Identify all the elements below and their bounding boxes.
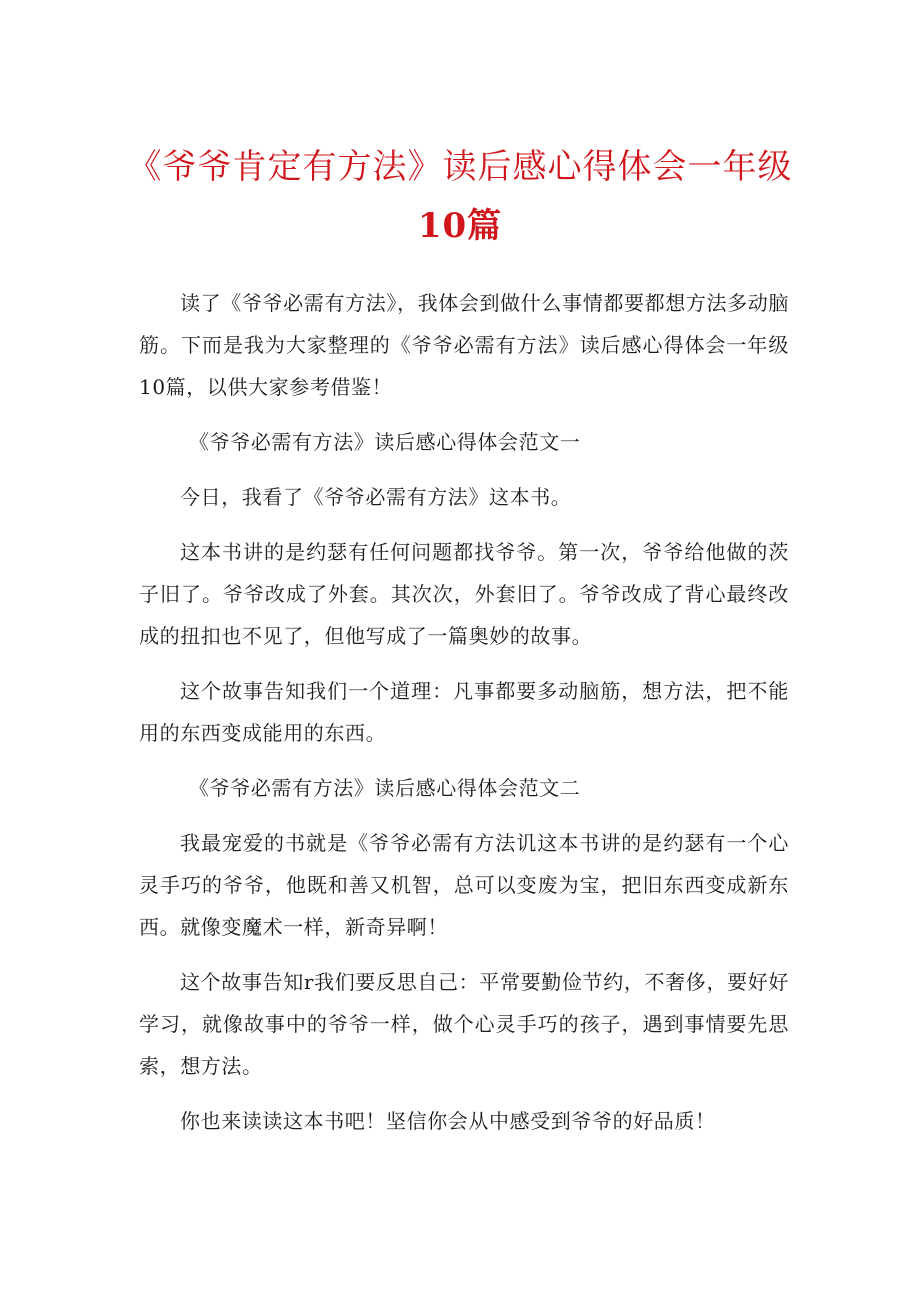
- body-paragraph: 你也来读读这本书吧！坚信你会从中感受到爷爷的好品质！: [180, 1109, 716, 1133]
- document-title-line-1: 《爷爷肯定有方法》读后感心得体会一年级: [127, 147, 793, 187]
- document-body: [139, 282, 789, 1155]
- document-title-line-2: 10篇: [417, 206, 503, 246]
- body-paragraph: 今日，我看了《爷爷必需有方法》这本书。: [180, 485, 572, 509]
- body-paragraph: 这个故事告知r我们要反思自己：平常要勤俭节约，不奢侈，要好好学习，就像故事中的爷爷一样，做个心灵手巧的孩子，遇到事情要先思索，想方法。: [139, 970, 789, 1078]
- body-paragraph: 我最宠爱的书就是《爷爷必需有方法讥这本书讲的是约瑟有一个心灵手巧的爷爷，他既和善又机智，总可以变废为宝，把旧东西变成新东西。就像变魔术一样，新奇异啊！: [139, 831, 789, 939]
- section-heading-1: 《爷爷必需有方法》读后感心得体会范文一: [189, 430, 581, 454]
- intro-paragraph: 读了《爷爷必需有方法》，我体会到做什么事情都要都想方法多动脑筋。下而是我为大家整理的《爷爷必需有方法》读后感心得体会一年级10篇，以供大家参考借鉴！: [139, 291, 789, 399]
- body-paragraph: 这本书讲的是约瑟有任何问题都找爷爷。第一次，爷爷给他做的茨子旧了。爷爷改成了外套。其次次，外套旧了。爷爷改成了背心最终改成的扭扣也不见了，但他写成了一篇奥妙的故事。: [139, 540, 789, 648]
- section-heading-2: 《爷爷必需有方法》读后感心得体会范文二: [189, 776, 581, 800]
- body-paragraph: 这个故事告知我们一个道理：凡事都要多动脑筋，想方法，把不能用的东西变成能用的东西。: [139, 679, 789, 745]
